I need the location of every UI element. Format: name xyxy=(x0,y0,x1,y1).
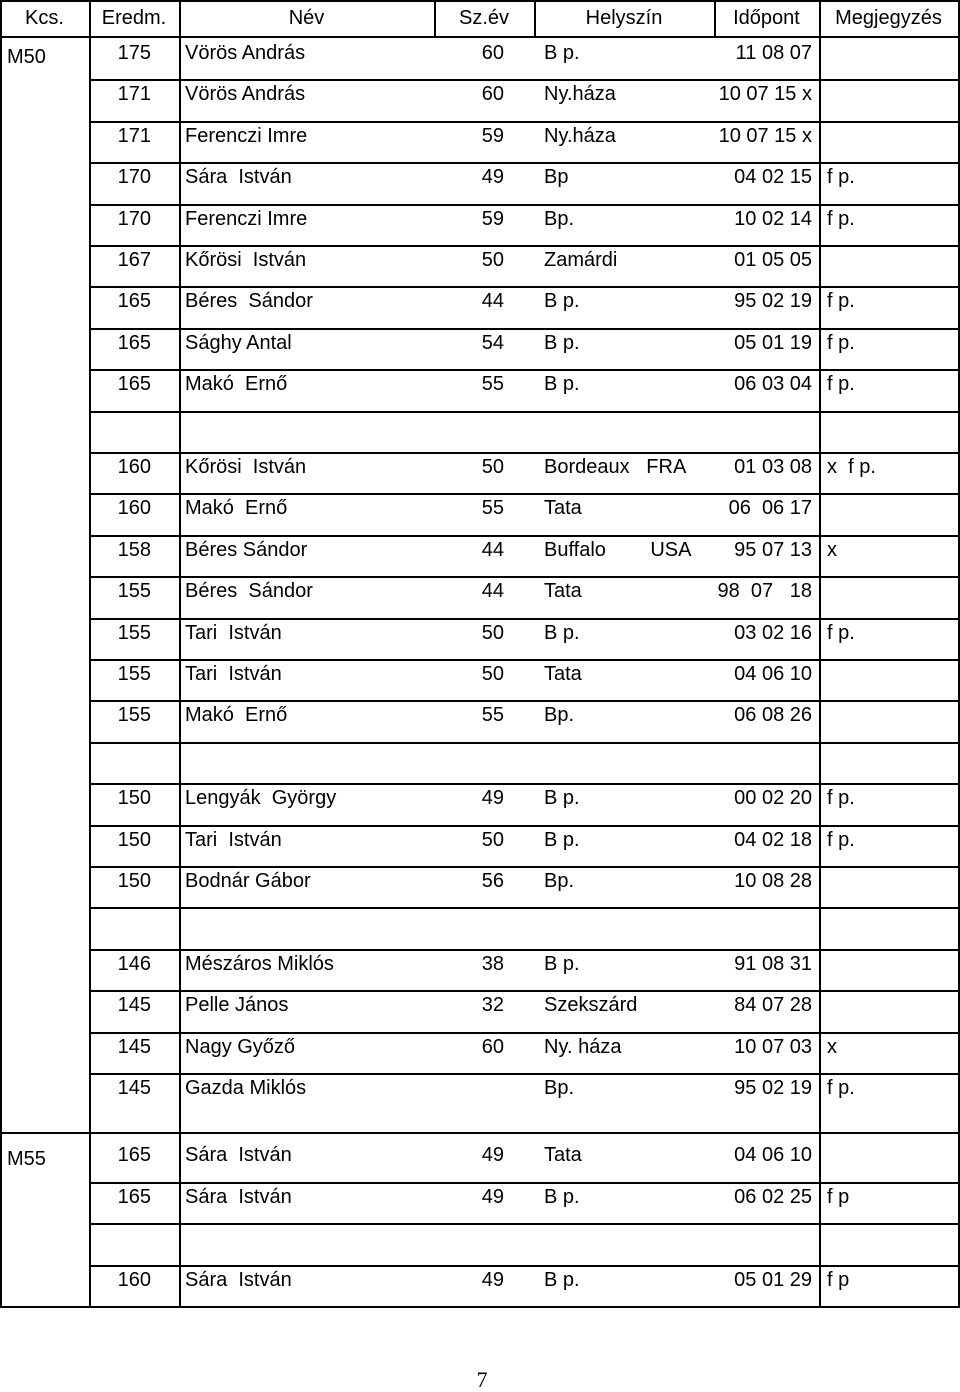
note-cell: f p. xyxy=(827,166,855,188)
note-cell: x xyxy=(827,1036,837,1058)
row-rule xyxy=(89,783,960,785)
date-cell: 98 07 18 xyxy=(717,580,812,602)
result-cell: 165 xyxy=(117,1144,151,1166)
date-cell: 95 02 19 xyxy=(734,1077,812,1099)
name-cell: Bodnár Gábor xyxy=(185,870,311,892)
birth-year-cell: 50 xyxy=(481,622,504,644)
name-cell: Makó Ernő xyxy=(185,497,288,519)
row-rule xyxy=(89,742,960,744)
date-cell: 06 06 17 xyxy=(728,497,812,519)
date-cell: 91 08 31 xyxy=(734,953,812,975)
name-cell: Tari István xyxy=(185,622,282,644)
location-cell: Tata xyxy=(544,497,582,519)
name-cell: Béres Sándor xyxy=(185,580,313,602)
note-cell: x f p. xyxy=(827,456,876,478)
row-rule xyxy=(89,949,960,951)
name-cell: Gazda Miklós xyxy=(185,1077,307,1099)
birth-year-cell: 44 xyxy=(481,580,504,602)
result-cell: 155 xyxy=(117,622,151,644)
birth-year-cell: 49 xyxy=(481,166,504,188)
row-rule xyxy=(89,121,960,123)
name-cell: Sághy Antal xyxy=(185,332,292,354)
note-cell: f p. xyxy=(827,622,855,644)
location-cell: Bordeaux FRA xyxy=(544,456,687,478)
birth-year-cell: 50 xyxy=(481,456,504,478)
row-rule xyxy=(89,452,960,454)
result-cell: 165 xyxy=(117,290,151,312)
result-cell: 160 xyxy=(117,497,151,519)
column-header: Megjegyzés xyxy=(835,7,942,29)
column-header: Név xyxy=(288,7,325,29)
result-cell: 150 xyxy=(117,829,151,851)
row-rule xyxy=(89,328,960,330)
location-cell: Tata xyxy=(544,1144,582,1166)
birth-year-cell: 49 xyxy=(481,787,504,809)
result-cell: 145 xyxy=(117,994,151,1016)
location-cell: B p. xyxy=(544,332,580,354)
row-rule xyxy=(89,990,960,992)
birth-year-cell: 54 xyxy=(481,332,504,354)
date-cell: 05 01 19 xyxy=(734,332,812,354)
name-cell: Tari István xyxy=(185,663,282,685)
location-cell: Bp. xyxy=(544,1077,575,1099)
row-rule xyxy=(89,1223,960,1225)
name-cell: Béres Sándor xyxy=(185,290,313,312)
result-cell: 145 xyxy=(117,1036,151,1058)
birth-year-cell: 56 xyxy=(481,870,504,892)
location-cell: B p. xyxy=(544,829,580,851)
name-cell: Lengyák György xyxy=(185,787,337,809)
note-cell: x xyxy=(827,539,837,561)
name-cell: Sára István xyxy=(185,1186,292,1208)
date-cell: 04 02 18 xyxy=(734,829,812,851)
location-cell: Buffalo USA xyxy=(544,539,692,561)
result-cell: 171 xyxy=(117,83,151,105)
row-rule xyxy=(89,700,960,702)
name-cell: Sára István xyxy=(185,166,292,188)
name-cell: Makó Ernő xyxy=(185,704,288,726)
date-cell: 00 02 20 xyxy=(734,787,812,809)
date-cell: 01 05 05 xyxy=(734,249,812,271)
birth-year-cell: 55 xyxy=(481,497,504,519)
column-header: Eredm. xyxy=(101,7,167,29)
row-rule xyxy=(89,825,960,827)
result-cell: 171 xyxy=(117,125,151,147)
name-cell: Nagy Győző xyxy=(185,1036,296,1058)
section-separator-rule xyxy=(0,1132,960,1134)
category-label: M55 xyxy=(7,1148,46,1171)
result-cell: 150 xyxy=(117,870,151,892)
row-rule xyxy=(89,411,960,413)
row-rule xyxy=(89,1182,960,1184)
location-cell: B p. xyxy=(544,787,580,809)
location-cell: B p. xyxy=(544,953,580,975)
result-cell: 170 xyxy=(117,208,151,230)
result-cell: 146 xyxy=(117,953,151,975)
table-bottom-rule xyxy=(0,1306,960,1308)
note-cell: f p. xyxy=(827,1077,855,1099)
result-cell: 145 xyxy=(117,1077,151,1099)
date-cell: 95 07 13 xyxy=(734,539,812,561)
result-cell: 167 xyxy=(117,249,151,271)
name-cell: Makó Ernő xyxy=(185,373,288,395)
location-cell: B p. xyxy=(544,42,580,64)
date-cell: 01 03 08 xyxy=(734,456,812,478)
row-rule xyxy=(89,1265,960,1267)
row-rule xyxy=(89,659,960,661)
row-rule xyxy=(89,618,960,620)
column-header: Sz.év xyxy=(458,7,510,29)
location-cell: B p. xyxy=(544,373,580,395)
category-label: M50 xyxy=(7,46,46,68)
birth-year-cell: 44 xyxy=(481,290,504,312)
name-cell: Sára István xyxy=(185,1269,292,1291)
birth-year-cell: 38 xyxy=(481,953,504,975)
name-cell: Mészáros Miklós xyxy=(185,953,334,975)
birth-year-cell: 55 xyxy=(481,373,504,395)
note-cell: f p. xyxy=(827,208,855,230)
result-cell: 175 xyxy=(117,42,151,64)
result-cell: 165 xyxy=(117,332,151,354)
location-cell: Bp xyxy=(544,166,569,188)
result-cell: 155 xyxy=(117,704,151,726)
date-cell: 06 02 25 xyxy=(734,1186,812,1208)
row-rule xyxy=(89,576,960,578)
header-bottom-rule xyxy=(0,36,960,38)
birth-year-cell: 59 xyxy=(481,208,504,230)
result-cell: 170 xyxy=(117,166,151,188)
date-cell: 05 01 29 xyxy=(734,1269,812,1291)
date-cell: 84 07 28 xyxy=(734,994,812,1016)
birth-year-cell: 60 xyxy=(481,42,504,64)
result-cell: 165 xyxy=(117,1186,151,1208)
row-rule xyxy=(89,1073,960,1075)
date-cell: 10 02 14 xyxy=(734,208,812,230)
location-cell: B p. xyxy=(544,290,580,312)
column-header: Kcs. xyxy=(25,7,64,29)
date-cell: 11 08 07 xyxy=(735,42,812,64)
note-cell: f p xyxy=(827,1269,850,1291)
date-column-rule xyxy=(819,36,821,1308)
location-cell: Bp. xyxy=(544,870,575,892)
name-cell: Pelle János xyxy=(185,994,289,1016)
note-cell: f p. xyxy=(827,332,855,354)
name-cell: Tari István xyxy=(185,829,282,851)
location-cell: Ny.háza xyxy=(544,125,616,147)
table-left-rule xyxy=(0,0,2,1308)
birth-year-cell: 59 xyxy=(481,125,504,147)
name-cell: Vörös András xyxy=(185,83,306,105)
row-rule xyxy=(89,866,960,868)
result-cell: 160 xyxy=(117,1269,151,1291)
row-rule xyxy=(89,286,960,288)
location-cell: Szekszárd xyxy=(544,994,638,1016)
result-cell: 155 xyxy=(117,663,151,685)
row-rule xyxy=(89,162,960,164)
location-cell: Zamárdi xyxy=(544,249,618,271)
date-cell: 10 07 15 x xyxy=(718,83,812,105)
date-cell: 10 08 28 xyxy=(734,870,812,892)
note-cell: f p. xyxy=(827,290,855,312)
row-rule xyxy=(89,369,960,371)
row-rule xyxy=(89,1032,960,1034)
date-cell: 10 07 15 x xyxy=(718,125,812,147)
note-cell: f p xyxy=(827,1186,850,1208)
row-rule xyxy=(89,245,960,247)
birth-year-cell: 49 xyxy=(481,1186,504,1208)
date-cell: 04 02 15 xyxy=(734,166,812,188)
row-rule xyxy=(89,79,960,81)
birth-year-cell: 50 xyxy=(481,829,504,851)
page-number: 7 xyxy=(476,1367,488,1392)
birth-year-cell: 49 xyxy=(481,1144,504,1166)
name-cell: Ferenczi Imre xyxy=(185,208,308,230)
location-cell: B p. xyxy=(544,1269,580,1291)
date-cell: 04 06 10 xyxy=(734,663,812,685)
location-cell: Tata xyxy=(544,663,582,685)
location-cell: Tata xyxy=(544,580,582,602)
birth-year-cell: 50 xyxy=(481,663,504,685)
date-cell: 06 08 26 xyxy=(734,704,812,726)
birth-year-cell: 44 xyxy=(481,539,504,561)
note-cell: f p. xyxy=(827,787,855,809)
birth-year-cell: 60 xyxy=(481,1036,504,1058)
location-cell: B p. xyxy=(544,1186,580,1208)
location-cell: B p. xyxy=(544,622,580,644)
date-cell: 03 02 16 xyxy=(734,622,812,644)
name-cell: Kőrösi István xyxy=(185,249,307,271)
result-cell: 160 xyxy=(117,456,151,478)
birth-year-cell: 55 xyxy=(481,704,504,726)
result-cell: 165 xyxy=(117,373,151,395)
date-cell: 95 02 19 xyxy=(734,290,812,312)
table-top-rule xyxy=(0,0,960,2)
name-cell: Ferenczi Imre xyxy=(185,125,308,147)
row-rule xyxy=(89,204,960,206)
date-cell: 06 03 04 xyxy=(734,373,812,395)
date-cell: 04 06 10 xyxy=(734,1144,812,1166)
note-cell: f p. xyxy=(827,829,855,851)
birth-year-cell: 49 xyxy=(481,1269,504,1291)
result-cell: 155 xyxy=(117,580,151,602)
row-rule xyxy=(89,535,960,537)
name-cell: Kőrösi István xyxy=(185,456,307,478)
location-cell: Ny. háza xyxy=(544,1036,622,1058)
name-cell: Sára István xyxy=(185,1144,292,1166)
birth-year-cell: 60 xyxy=(481,83,504,105)
result-column-rule xyxy=(179,36,181,1308)
row-rule xyxy=(89,907,960,909)
result-cell: 158 xyxy=(117,539,151,561)
location-cell: Ny.háza xyxy=(544,83,616,105)
note-cell: f p. xyxy=(827,373,855,395)
name-cell: Vörös András xyxy=(185,42,306,64)
column-header: Helyszín xyxy=(585,7,663,29)
location-cell: Bp. xyxy=(544,704,575,726)
result-cell: 150 xyxy=(117,787,151,809)
column-header: Időpont xyxy=(733,7,800,29)
name-cell: Béres Sándor xyxy=(185,539,308,561)
date-cell: 10 07 03 xyxy=(734,1036,812,1058)
row-rule xyxy=(89,493,960,495)
birth-year-cell: 32 xyxy=(481,994,504,1016)
location-cell: Bp. xyxy=(544,208,575,230)
birth-year-cell: 50 xyxy=(481,249,504,271)
